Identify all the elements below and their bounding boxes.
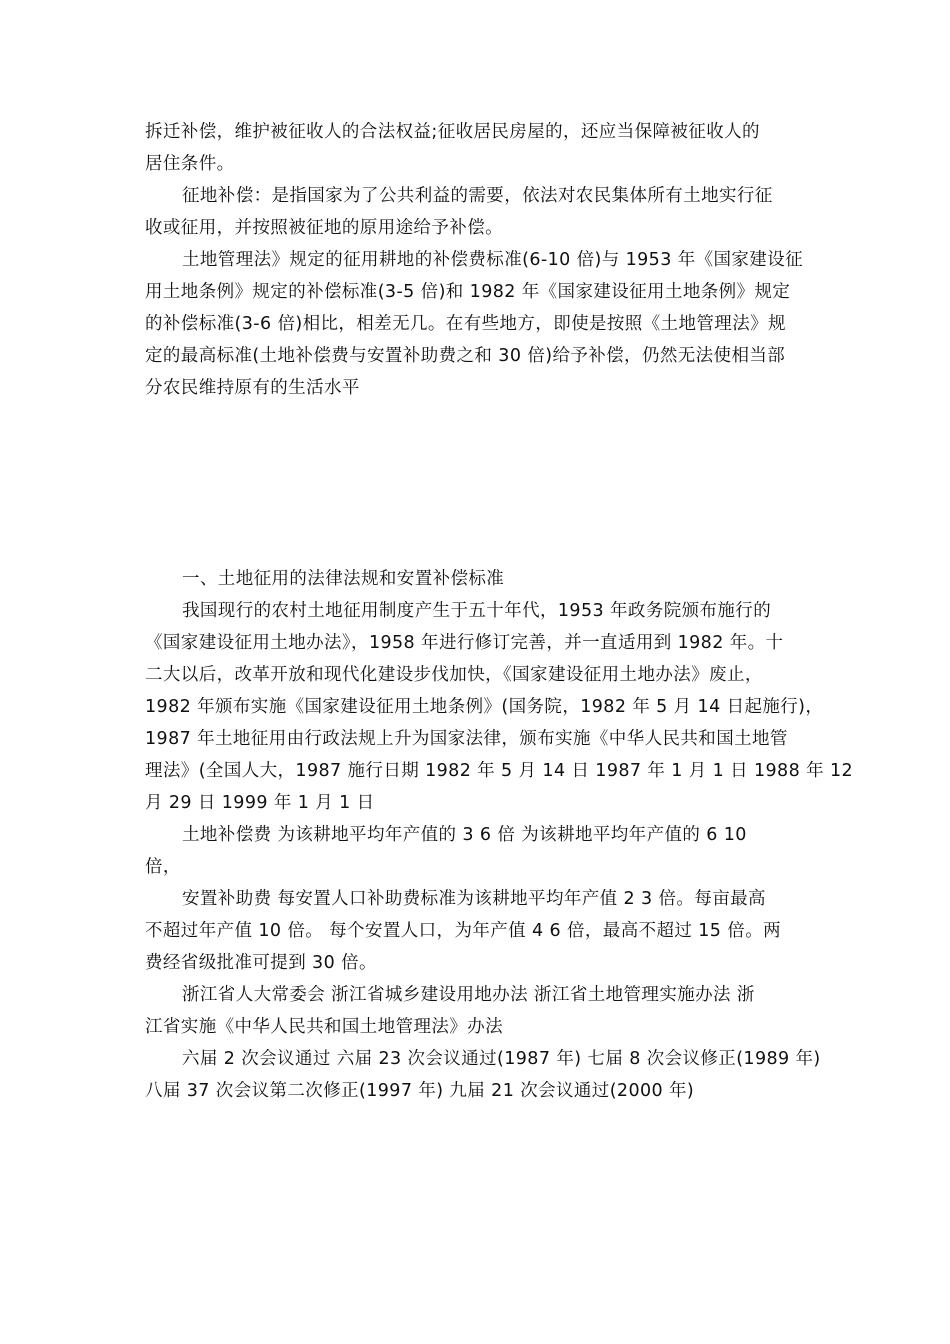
paragraph-line: 1987 年土地征用由行政法规上升为国家法律，颁布实施《中华人民共和国土地管 xyxy=(145,729,788,749)
paragraph-line: 江省实施《中华人民共和国土地管理法》办法 xyxy=(145,1017,503,1037)
paragraph-line: 定的最高标准(土地补偿费与安置补助费之和 30 倍)给予补偿，仍然无法使相当部 xyxy=(145,346,786,366)
paragraph-line: 1982 年颁布实施《国家建设征用土地条例》(国务院，1982 年 5 月 14 日起施行)， xyxy=(145,697,824,717)
paragraph-line: 费经省级批准可提到 30 倍。 xyxy=(145,953,377,973)
text-block-2 xyxy=(145,563,854,1107)
paragraph-line: 倍， xyxy=(145,857,181,877)
paragraph-line: 二大以后，改革开放和现代化建设步伐加快，《国家建设征用土地办法》废止， xyxy=(145,665,763,685)
paragraph-line: 我国现行的农村土地征用制度产生于五十年代，1953 年政务院颁布施行的 xyxy=(182,601,772,621)
paragraph-line: 土地补偿费 为该耕地平均年产值的 3 6 倍 为该耕地平均年产值的 6 10 xyxy=(182,825,747,845)
paragraph-line: 八届 37 次会议第二次修正(1997 年) 九届 21 次会议通过(2000 年) xyxy=(145,1081,695,1101)
paragraph-line: 浙江省人大常委会 浙江省城乡建设用地办法 浙江省土地管理实施办法 浙 xyxy=(182,985,755,1005)
paragraph-line: 《国家建设征用土地办法》，1958 年进行修订完善，并一直适用到 1982 年。十 xyxy=(145,633,784,653)
paragraph-line: 分农民维持原有的生活水平 xyxy=(145,378,360,398)
paragraph-line: 土地管理法》规定的征用耕地的补偿费标准(6-10 倍)与 1953 年《国家建设征 xyxy=(182,250,803,270)
paragraph-line: 安置补助费 每安置人口补助费标准为该耕地平均年产值 2 3 倍。每亩最高 xyxy=(182,889,766,909)
paragraph-line: 拆迁补偿，维护被征收人的合法权益;征收居民房屋的，还应当保障被征收人的 xyxy=(145,122,760,142)
section-heading: 一、土地征用的法律法规和安置补偿标准 xyxy=(182,569,505,589)
paragraph-line: 居住条件。 xyxy=(145,154,235,174)
paragraph-line: 月 29 日 1999 年 1 月 1 日 xyxy=(145,793,375,813)
paragraph-line: 收或征用，并按照被征地的原用途给予补偿。 xyxy=(145,218,503,238)
paragraph-line: 的补偿标准(3-6 倍)相比，相差无几。在有些地方，即使是按照《土地管理法》规 xyxy=(145,314,786,334)
paragraph-line: 不超过年产值 10 倍。 每个安置人口，为年产值 4 6 倍，最高不超过 15 倍。两 xyxy=(145,921,782,941)
paragraph-line: 征地补偿：是指国家为了公共利益的需要，依法对农民集体所有土地实行征 xyxy=(182,186,773,206)
paragraph-line: 理法》(全国人大，1987 施行日期 1982 年 5 月 14 日 1987 年 1 月 1 日 1988 年 12 xyxy=(145,761,854,781)
paragraph-line: 六届 2 次会议通过 六届 23 次会议通过(1987 年) 七届 8 次会议修正(1989 年) xyxy=(182,1049,821,1069)
paragraph-line: 用土地条例》规定的补偿标准(3-5 倍)和 1982 年《国家建设征用土地条例》规定 xyxy=(145,282,791,302)
text-block-1 xyxy=(145,116,810,404)
